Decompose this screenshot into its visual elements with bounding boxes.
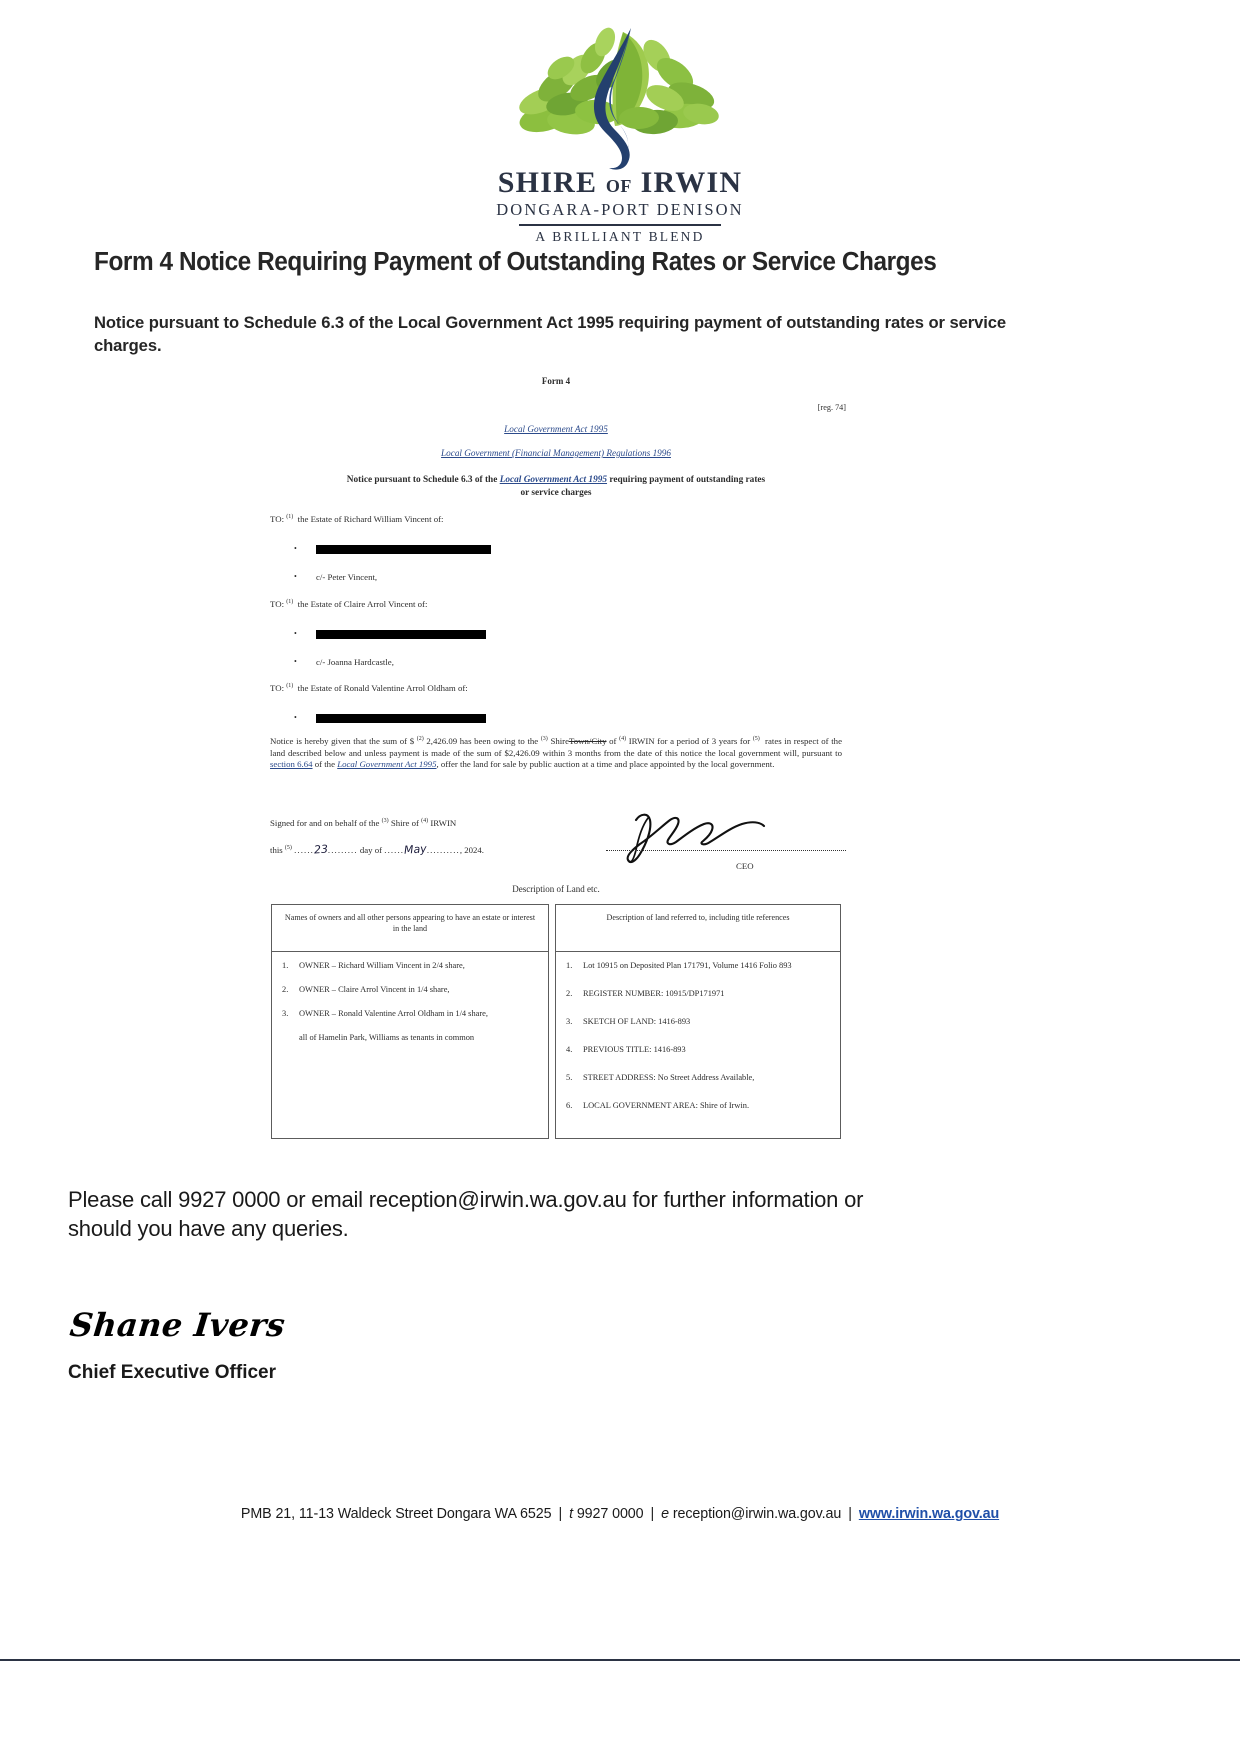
redaction-bar [316,545,491,554]
para-p2: has been owing to the [457,736,541,746]
table-row [566,1017,834,1028]
logo-subline: DONGARA-PORT DENISON [496,200,744,219]
para-council: IRWIN [628,736,655,746]
para-p7: of the [312,759,338,770]
footer-website-link[interactable]: www.irwin.wa.gov.au [858,1506,1000,1522]
signature-rule [606,850,846,851]
footer-divider [0,1659,1240,1661]
footer-email: reception@irwin.wa.gov.au [672,1506,842,1522]
row-number: 2. [566,988,573,998]
para-sup5: (5) [752,736,760,743]
logo-word-irwin: IRWIN [640,166,743,199]
logo-word-of: OF [605,176,632,196]
signed-prefix: Signed for and on behalf of the [270,818,382,828]
para-sup4: (4) [619,736,627,743]
scan-signed-line [270,818,456,829]
logo-tagline: A BRILLIANT BLEND [535,228,705,244]
row-number: 5. [566,1072,573,1082]
scan-act-line-2 [266,448,846,460]
para-act-link[interactable]: Local Government Act 1995 [337,759,437,770]
to-name-1: the Estate of Richard William Vincent of: [297,514,444,524]
to-name-2: the Estate of Claire Arrol Vincent of: [297,599,428,609]
signature-name: Shane Ivers [68,1306,288,1344]
row-number: 1. [566,961,573,970]
footer-phone: 9927 0000 [576,1506,644,1522]
scan-table-owners-column [271,904,549,1139]
scan-recipient-3-to [270,683,468,694]
contact-line-2: should you have any queries. [68,1216,349,1242]
page-title: Form 4 Notice Requiring Payment of Outstanding Rates or Service Charges [94,248,937,276]
contact-paragraph [68,1185,1046,1244]
date-day-handwritten: 23 [313,842,329,857]
table-row [282,961,542,972]
redaction-bar [316,714,486,723]
para-p5: rates in respect of the land described below and unless payment is made of the sum of [270,736,842,758]
signature-title: Chief Executive Officer [68,1362,277,1383]
document-intro: Notice pursuant to Schedule 6.3 of the Local Government Act 1995 requiring payment of outstanding rates or service charges. [94,313,1006,355]
scan-act-line-1 [266,424,846,436]
footer-email-prefix: e [661,1506,669,1522]
row-text: LOCAL GOVERNMENT AREA: Shire of Irwin. [583,1100,750,1110]
para-p1: Notice is hereby given that the sum of $ [270,736,417,746]
para-sup2: (2) [416,736,424,743]
para-struck-town-city: Town/City [569,736,607,746]
scan-notice-heading [270,474,842,499]
row-text: OWNER – Richard William Vincent in 2/4 share, [299,961,465,970]
scan-table-land-column [555,904,841,1139]
scan-reg-note: [reg. 74] [817,403,846,412]
para-p3: of [606,736,620,746]
signed-mid: of [409,818,422,828]
scan-notice-head-p1: Notice pursuant to Schedule 6.3 of the [346,475,500,485]
row-text: REGISTER NUMBER: 10915/DP171971 [583,988,725,998]
table-row [282,1009,542,1020]
scan-table-caption: Description of Land etc. [512,884,600,894]
footer-separator-2: | [650,1506,655,1522]
to-sup-2: (1) [286,599,294,606]
scan-notice-head-p2: requiring payment of outstanding rates [607,475,766,485]
tree-logo-icon [505,22,735,172]
para-section-link[interactable]: section 6.64 [270,759,313,770]
row-text: SKETCH OF LAND: 1416-893 [583,1016,691,1026]
table-row-footer [282,1033,542,1044]
row-number: 3. [282,1008,289,1018]
para-sup3: (3) [540,736,548,743]
footer-phone-prefix: t [569,1506,573,1522]
scan-table-land-header: Description of land referred to, including title references [556,905,840,952]
scan-table-owners-body [272,952,548,1066]
table-row [566,961,834,972]
date-sup5: (5) [284,845,292,852]
scan-date-line [270,843,484,857]
scan-table-land-body [556,952,840,1138]
logo-wordmark [0,168,1240,198]
to-label-2: TO: [270,599,285,609]
row-text: OWNER – Ronald Valentine Arrol Oldham in 1/4 share, [299,1008,488,1018]
handwritten-signature-icon [618,806,768,866]
row-number: 1. [282,961,289,970]
scan-notice-paragraph [270,736,842,771]
shire-of-irwin-logo [0,22,1240,245]
scan-recipient-3-address-redacted [316,713,486,724]
para-shire-word: Shire [550,736,570,746]
scan-notice-head-line2: or service charges [520,487,592,498]
signed-council: IRWIN [430,818,457,828]
logo-divider [519,224,721,226]
row-text: PREVIOUS TITLE: 1416-893 [583,1044,686,1054]
scan-recipient-2-to [270,599,427,610]
footer-address: PMB 21, 11-13 Waldeck Street Dongara WA 6525 [240,1506,552,1522]
row-number: 4. [566,1044,573,1054]
scan-recipient-2-address-redacted [316,629,486,640]
date-day-word: day of [357,845,385,855]
embedded-form-scan [266,372,846,1162]
to-sup-3: (1) [286,683,294,690]
to-label-3: TO: [270,683,285,693]
signed-sup3: (3) [381,818,389,825]
row-text: STREET ADDRESS: No Street Address Available, [583,1072,755,1082]
table-row [566,1045,834,1056]
scan-form-label: Form 4 [541,376,571,386]
row-text: Lot 10915 on Deposited Plan 171791, Volume 1416 Folio 893 [583,961,792,970]
table-row [282,985,542,996]
logo-word-shire: SHIRE [497,166,598,199]
signed-sup4: (4) [421,818,429,825]
date-this: this [270,845,285,855]
table-row [566,1101,834,1112]
para-p6: within 3 months from the date of this notice the local government will, pursuant to [539,747,842,758]
date-year: , 2024. [459,845,485,855]
para-amount-owing: 2,426.09 [426,736,458,746]
table-row [566,989,834,1000]
scan-act-link-2[interactable]: Local Government (Financial Management) Regulations 1996 [441,448,671,458]
scan-ceo-label: CEO [736,861,754,871]
scan-act-link-1[interactable]: Local Government Act 1995 [504,424,608,434]
scan-recipient-2-careof: • c/- Joanna Hardcastle, [316,657,394,668]
date-dots-3: ...... [384,845,405,855]
scan-table-owners-header: Names of owners and all other persons appearing to have an estate or interest in the land [272,905,548,952]
footer-separator-1: | [558,1506,563,1522]
table-row [566,1073,834,1084]
row-number: 2. [282,984,289,994]
scan-recipient-1-address-redacted [316,544,491,555]
row-text: OWNER – Claire Arrol Vincent in 1/4 share, [299,984,450,994]
date-month-handwritten: May [403,842,428,857]
signed-shire: Shire [390,818,410,828]
to-sup-1: (1) [286,514,294,521]
scan-recipient-1-careof: • c/- Peter Vincent, [316,572,377,583]
date-dots-2: ......... [327,845,358,855]
redaction-bar [316,630,486,639]
row-number: 3. [566,1016,573,1026]
scan-recipient-1-to [270,514,443,525]
para-p8: , offer the land for sale by public auction at a time and place appointed by the local government. [436,759,775,770]
para-amount-2: $2,426.09 [504,747,540,758]
to-name-3: the Estate of Ronald Valentine Arrol Oldham of: [297,683,468,693]
para-p4: for a period of 3 years for [654,736,753,746]
date-dots-4: .......... [426,845,460,855]
date-dots-1: ...... [294,845,314,855]
footer-separator-3: | [848,1506,852,1522]
contact-line-1: Please call 9927 0000 or email reception@irwin.wa.gov.au for further information or [68,1187,864,1212]
to-label-1: TO: [270,514,285,524]
scan-land-table [271,904,841,1139]
row-text: all of Hamelin Park, Williams as tenants in common [299,1032,475,1042]
row-number: 6. [566,1100,573,1110]
scan-notice-head-link[interactable]: Local Government Act 1995 [499,475,608,485]
page-footer [0,1506,1240,1522]
